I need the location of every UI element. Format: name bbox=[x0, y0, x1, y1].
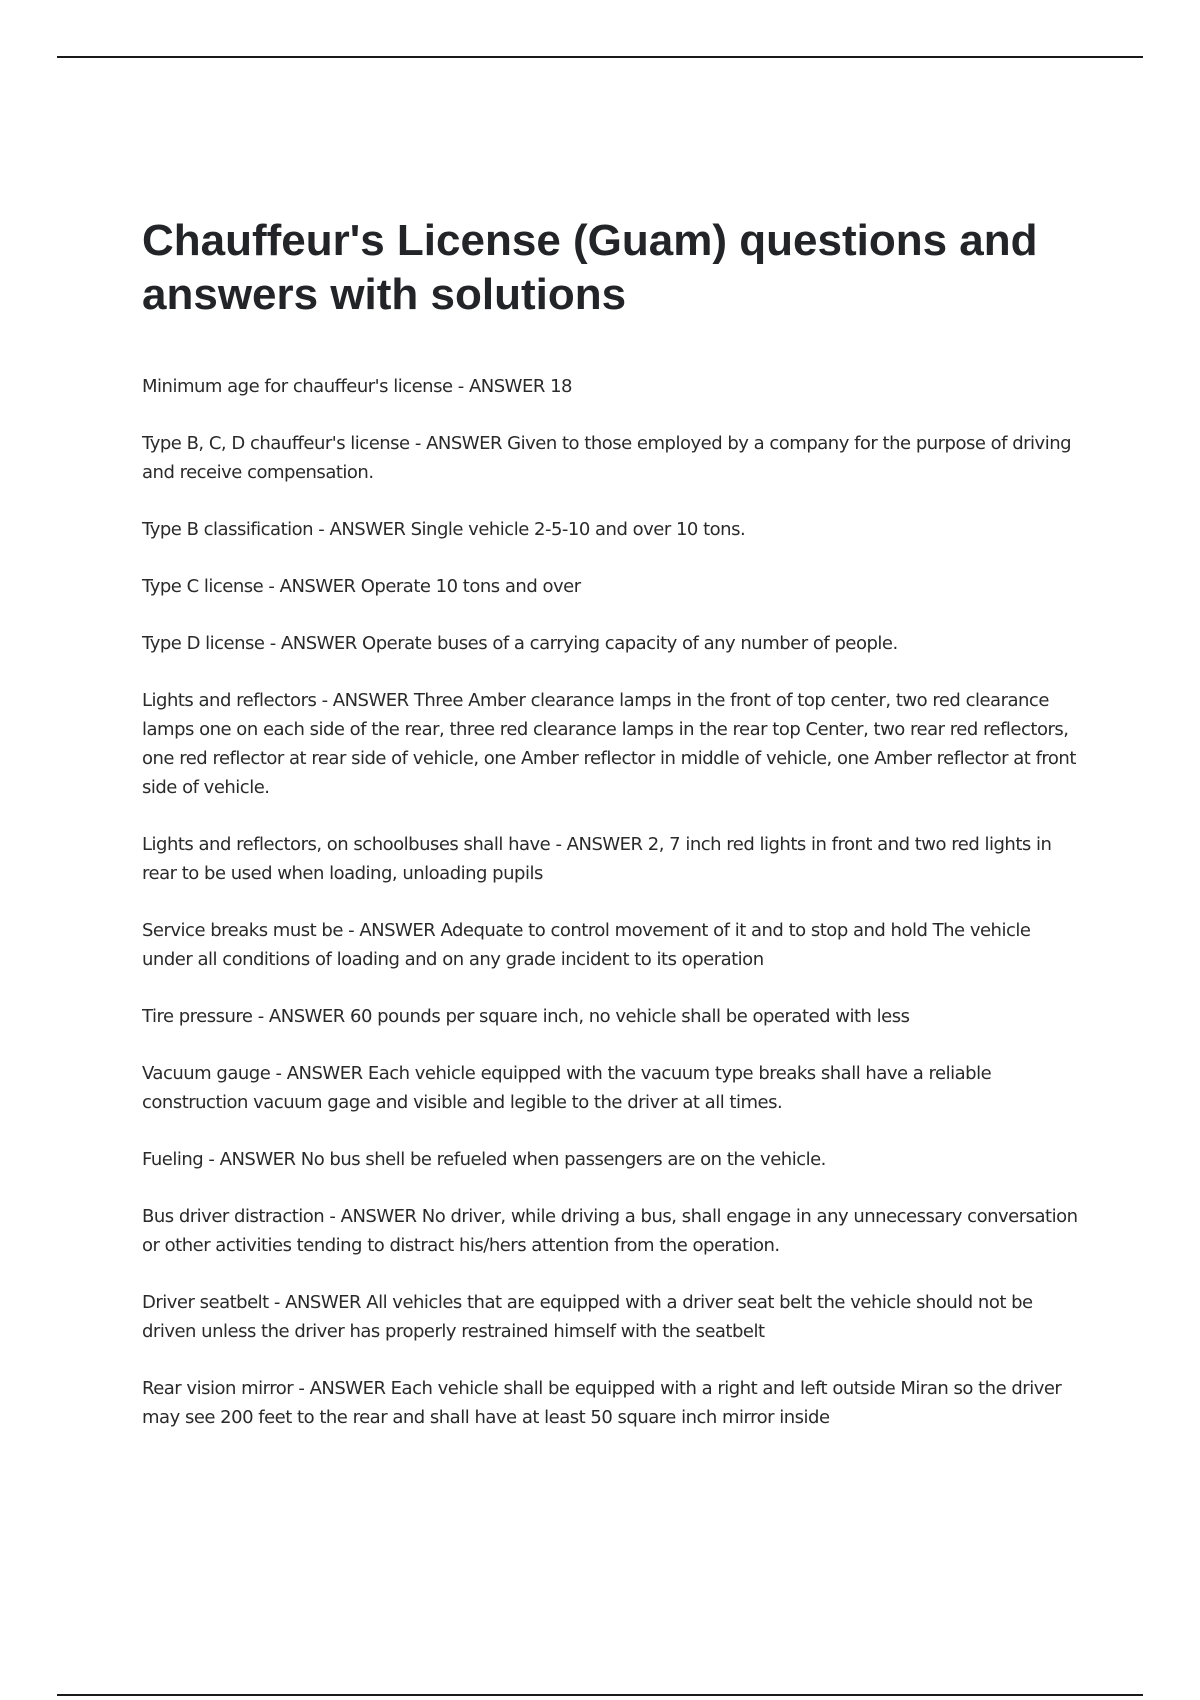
qa-entry: Driver seatbelt - ANSWER All vehicles that are equipped with a driver seat belt the vehicle should not be driven unless the driver has properly restrained himself with the seatbelt bbox=[142, 1292, 1033, 1342]
top-rule bbox=[57, 56, 1143, 58]
qa-entry: Type D license - ANSWER Operate buses of a carrying capacity of any number of people. bbox=[142, 633, 898, 654]
qa-entry: Minimum age for chauffeur's license - ANSWER 18 bbox=[142, 376, 572, 397]
qa-entry: Vacuum gauge - ANSWER Each vehicle equipped with the vacuum type breaks shall have a reliable construction vacuum gage and visible and legible to the driver at all times. bbox=[142, 1063, 992, 1113]
qa-entry: Bus driver distraction - ANSWER No driver, while driving a bus, shall engage in any unnecessary conversation or other activities tending to distract his/hers attention from the operation. bbox=[142, 1206, 1078, 1256]
qa-entry: Type B, C, D chauffeur's license - ANSWER Given to those employed by a company for the purpose of driving and receive compensation. bbox=[142, 433, 1072, 483]
qa-entry: Fueling - ANSWER No bus shell be refueled when passengers are on the vehicle. bbox=[142, 1149, 826, 1170]
qa-entry: Lights and reflectors, on schoolbuses shall have - ANSWER 2, 7 inch red lights in front and two red lights in rear to be used when loading, unloading pupils bbox=[142, 834, 1052, 884]
qa-entry: Type B classification - ANSWER Single vehicle 2-5-10 and over 10 tons. bbox=[142, 519, 746, 540]
document-title: Chauffeur's License (Guam) questions and answers with solutions bbox=[142, 216, 1038, 319]
qa-entry: Service breaks must be - ANSWER Adequate to control movement of it and to stop and hold The vehicle under all conditions of loading and on any grade incident to its operation bbox=[142, 920, 1031, 970]
qa-entry: Tire pressure - ANSWER 60 pounds per square inch, no vehicle shall be operated with less bbox=[142, 1006, 910, 1027]
qa-entry: Rear vision mirror - ANSWER Each vehicle shall be equipped with a right and left outside Miran so the driver may see 200 feet to the rear and shall have at least 50 square inch mirror inside bbox=[142, 1378, 1062, 1428]
qa-entry: Lights and reflectors - ANSWER Three Amber clearance lamps in the front of top center, two red clearance lamps one on each side of the rear, three red clearance lamps in the rear top Center, two rear red reflectors, one red reflector at rear side of vehicle, one Amber reflector in middle of vehicle, one Amber reflector at front side of vehicle. bbox=[142, 690, 1076, 798]
qa-list bbox=[142, 372, 1082, 1432]
document-body bbox=[142, 214, 1082, 1460]
bottom-rule bbox=[57, 1694, 1143, 1696]
qa-entry: Type C license - ANSWER Operate 10 tons and over bbox=[142, 576, 581, 597]
